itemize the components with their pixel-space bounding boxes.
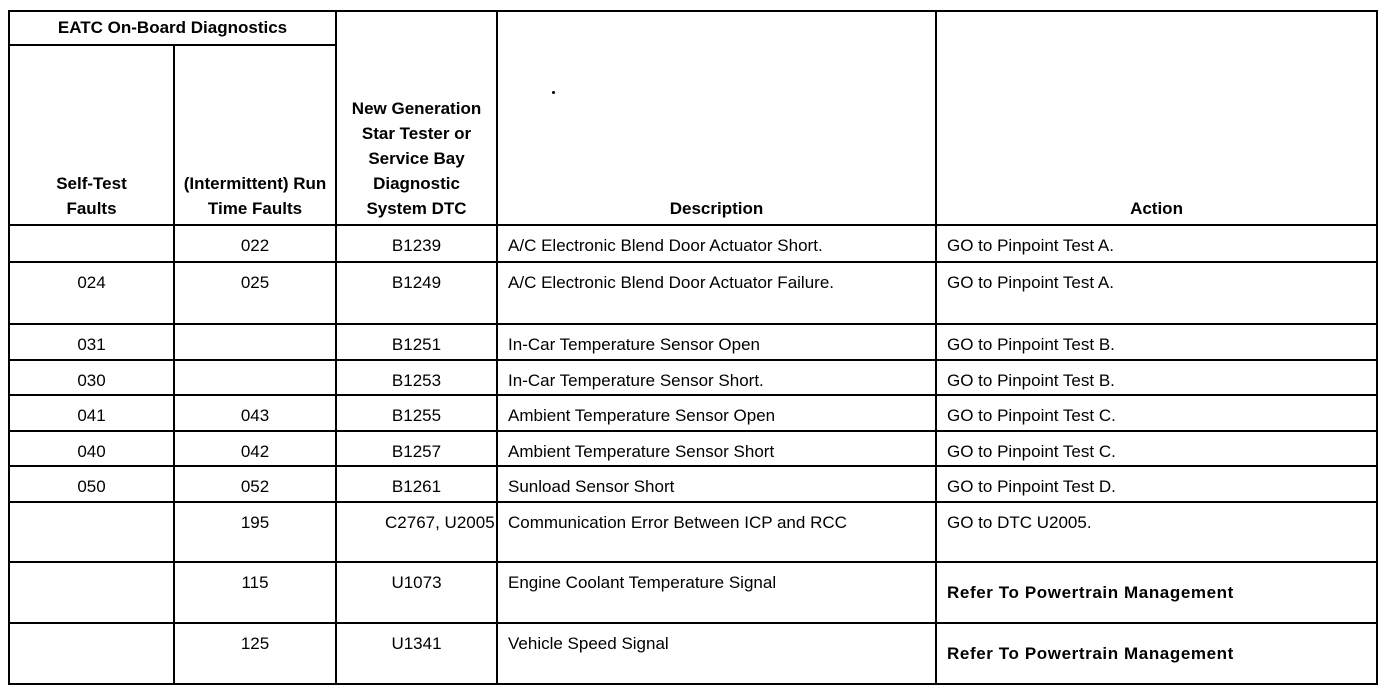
diagnostics-table: [8, 10, 1378, 685]
self-test-cell: 040: [9, 431, 174, 466]
description-cell: Engine Coolant Temperature Signal: [497, 562, 936, 623]
self-test-cell: [9, 225, 174, 262]
run-time-cell: 025: [174, 262, 336, 324]
run-time-cell: 195: [174, 502, 336, 562]
run-time-cell: 042: [174, 431, 336, 466]
self-test-cell: 030: [9, 360, 174, 395]
table-row: [9, 360, 1377, 395]
dtc-cell: B1239: [336, 225, 497, 262]
group-header: EATC On-Board Diagnostics: [9, 11, 336, 45]
header-run-time: (Intermittent) Run Time Faults: [174, 45, 336, 225]
description-cell: Ambient Temperature Sensor Open: [497, 395, 936, 431]
run-time-cell: 043: [174, 395, 336, 431]
self-test-cell: 050: [9, 466, 174, 502]
self-test-cell: 041: [9, 395, 174, 431]
action-cell: GO to Pinpoint Test C.: [936, 395, 1377, 431]
run-time-cell: [174, 324, 336, 360]
description-cell: A/C Electronic Blend Door Actuator Failure.: [497, 262, 936, 324]
description-cell: A/C Electronic Blend Door Actuator Short.: [497, 225, 936, 262]
action-cell: Refer To Powertrain Management: [936, 562, 1377, 623]
action-cell: Refer To Powertrain Management: [936, 623, 1377, 684]
run-time-cell: 115: [174, 562, 336, 623]
dtc-cell: B1249: [336, 262, 497, 324]
self-test-cell: [9, 623, 174, 684]
run-time-cell: 022: [174, 225, 336, 262]
table-row: [9, 324, 1377, 360]
action-cell: GO to Pinpoint Test B.: [936, 324, 1377, 360]
action-cell: GO to Pinpoint Test D.: [936, 466, 1377, 502]
dtc-cell: B1255: [336, 395, 497, 431]
dtc-cell: U1073: [336, 562, 497, 623]
dtc-cell: B1251: [336, 324, 497, 360]
dtc-cell: C2767, U2005: [336, 502, 497, 562]
dtc-cell: B1261: [336, 466, 497, 502]
description-cell: In-Car Temperature Sensor Short.: [497, 360, 936, 395]
description-cell: Ambient Temperature Sensor Short: [497, 431, 936, 466]
description-cell: In-Car Temperature Sensor Open: [497, 324, 936, 360]
action-cell: GO to Pinpoint Test B.: [936, 360, 1377, 395]
run-time-cell: 125: [174, 623, 336, 684]
self-test-cell: 031: [9, 324, 174, 360]
header-action: Action: [936, 11, 1377, 225]
header-self-test: Self-Test Faults: [9, 45, 174, 225]
run-time-cell: 052: [174, 466, 336, 502]
table-row: [9, 225, 1377, 262]
table-row: [9, 431, 1377, 466]
description-cell: Vehicle Speed Signal: [497, 623, 936, 684]
table-row: [9, 466, 1377, 502]
action-cell: GO to Pinpoint Test C.: [936, 431, 1377, 466]
description-cell: Communication Error Between ICP and RCC: [497, 502, 936, 562]
header-description: Description: [497, 11, 936, 225]
dtc-cell: B1257: [336, 431, 497, 466]
table-row: [9, 623, 1377, 684]
action-cell: GO to DTC U2005.: [936, 502, 1377, 562]
header-dtc: New Generation Star Tester or Service Bay Diagnostic System DTC: [336, 11, 497, 225]
run-time-cell: [174, 360, 336, 395]
action-cell: GO to Pinpoint Test A.: [936, 262, 1377, 324]
dtc-cell: U1341: [336, 623, 497, 684]
self-test-cell: [9, 562, 174, 623]
table-row: [9, 395, 1377, 431]
description-cell: Sunload Sensor Short: [497, 466, 936, 502]
table-row: [9, 262, 1377, 324]
self-test-cell: [9, 502, 174, 562]
action-cell: GO to Pinpoint Test A.: [936, 225, 1377, 262]
table-row: [9, 502, 1377, 562]
table-row: [9, 562, 1377, 623]
self-test-cell: 024: [9, 262, 174, 324]
dtc-cell: B1253: [336, 360, 497, 395]
